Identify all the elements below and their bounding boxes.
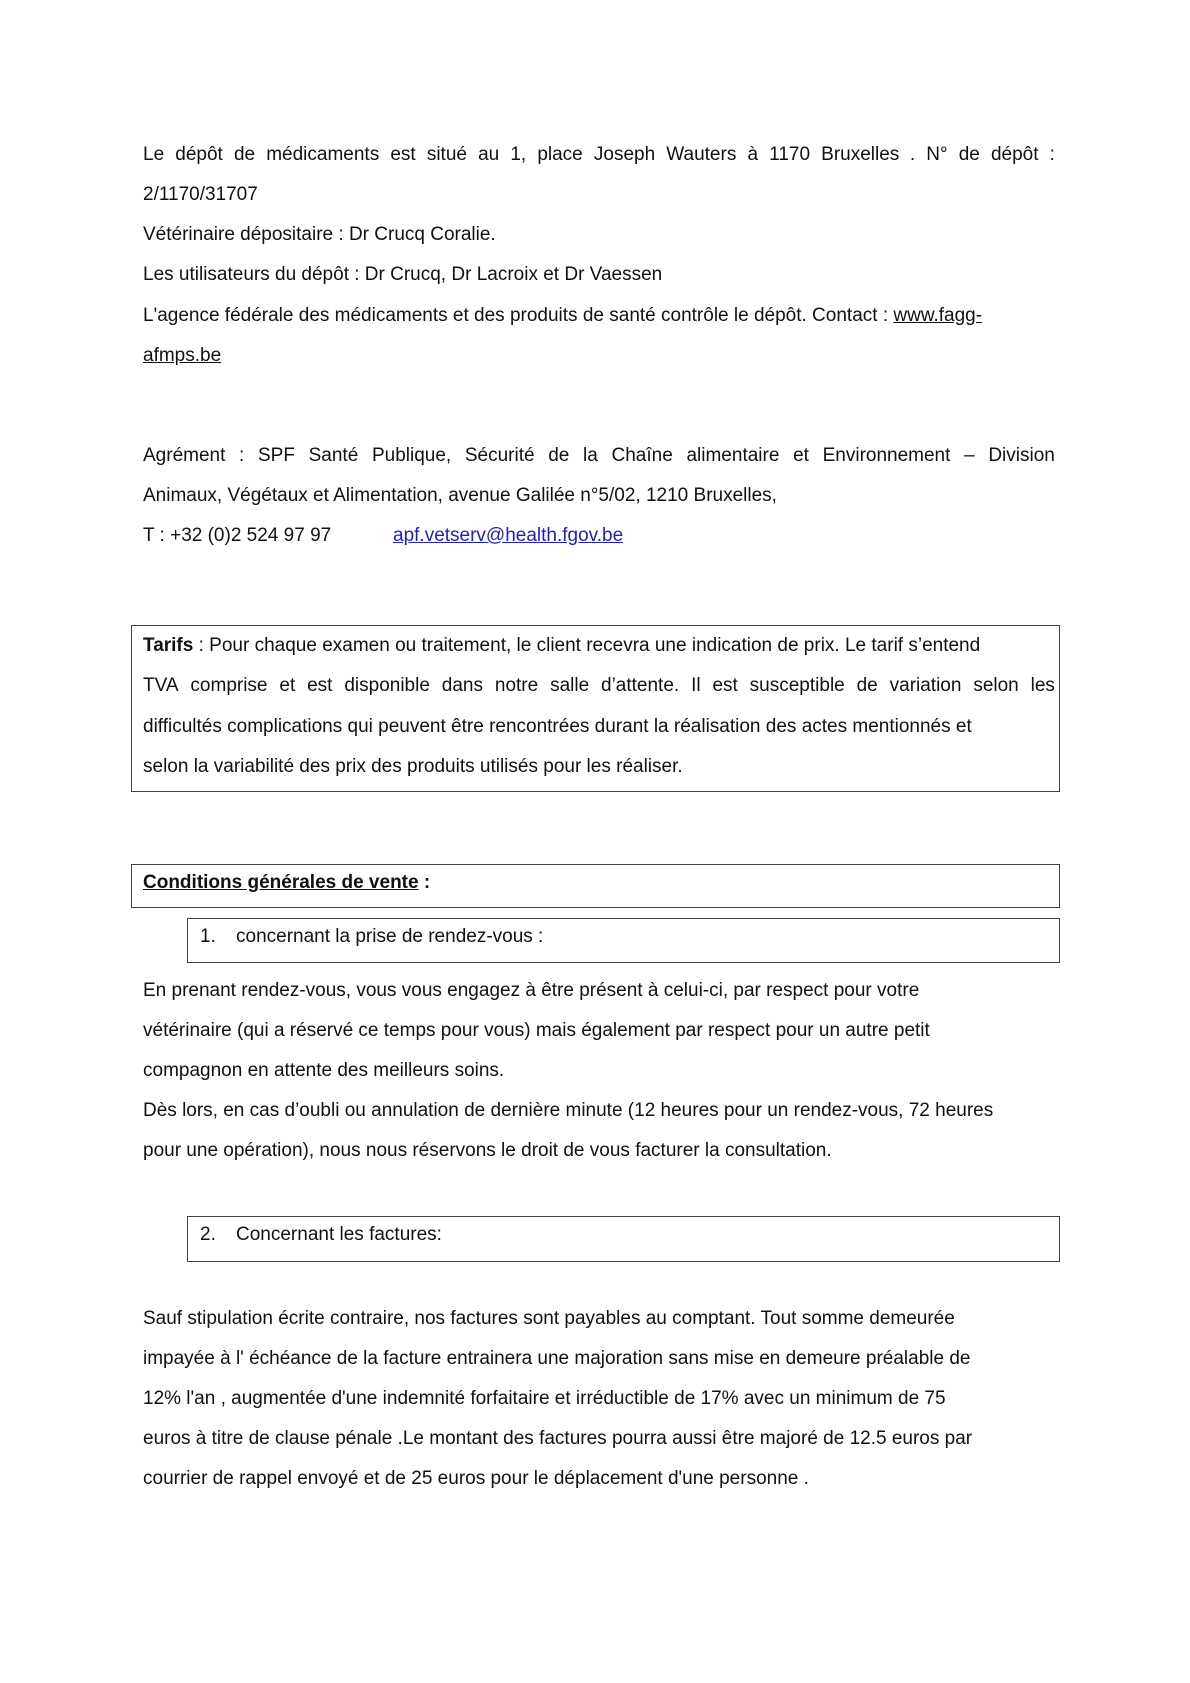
section-1-title: concernant la prise de rendez-vous : <box>236 926 544 947</box>
conditions-title: Conditions générales de vente <box>143 872 419 893</box>
depot-address-word: 1, <box>510 144 527 165</box>
depot-address-word: 1170 <box>769 144 811 165</box>
depot-address-word: à <box>747 144 759 165</box>
depot-address-word: au <box>478 144 500 165</box>
depot-address-word: dépôt <box>990 144 1039 165</box>
section-2-heading-box <box>187 1216 1060 1262</box>
tarifs-word: variation <box>889 675 962 696</box>
tarifs-word: disponible <box>344 675 430 696</box>
depot-address-word: situé <box>426 144 467 165</box>
section-2-text-line: impayée à l' échéance de la facture entrainera une majoration sans mise en demeure préalable de <box>143 1348 971 1369</box>
tarifs-word: Il <box>691 675 701 696</box>
section-2-number: 2. <box>200 1224 216 1245</box>
agency-line <box>143 304 982 328</box>
agrement-contact-line <box>143 524 624 548</box>
tarifs-line-3: difficultés complications qui peuvent être rencontrées durant la réalisation des actes mentionnés et <box>143 716 972 737</box>
depot-address-word: : <box>1049 144 1055 165</box>
agrement-word: alimentaire <box>686 445 780 466</box>
section-2-heading <box>200 1223 442 1247</box>
tarifs-word: susceptible <box>749 675 845 696</box>
agrement-phone: T : +32 (0)2 524 97 97 <box>143 525 332 546</box>
section-1-text-line: Dès lors, en cas d’oubli ou annulation de dernière minute (12 heures pour un rendez-vous, 72 heures <box>143 1100 994 1121</box>
tarifs-word: de <box>856 675 878 696</box>
agency-link[interactable]: www.fagg- <box>893 305 983 326</box>
tarifs-word: est <box>712 675 738 696</box>
depot-address-word: place <box>537 144 583 165</box>
depot-address-word: de <box>233 144 256 165</box>
tarifs-box <box>131 625 1060 792</box>
depot-address-word: N° <box>926 144 948 165</box>
agrement-word: Division <box>988 445 1055 466</box>
tarifs-word: dans <box>441 675 483 696</box>
agrement-word: Environnement <box>822 445 951 466</box>
depot-address-word: de <box>958 144 980 165</box>
section-1-text-line: En prenant rendez-vous, vous vous engagez à être présent à celui-ci, par respect pour votre <box>143 980 920 1001</box>
depot-number: 2/1170/31707 <box>143 184 258 205</box>
conditions-title-colon: : <box>418 872 431 893</box>
section-2-text-line: euros à titre de clause pénale .Le montant des factures pourra aussi être majoré de 12.5 euros par <box>143 1428 973 1449</box>
section-1-number: 1. <box>200 926 216 947</box>
depot-address-word: médicaments <box>266 144 380 165</box>
agrement-word: Publique, <box>371 445 452 466</box>
agrement-word: : <box>239 445 245 466</box>
section-2-text-line: Sauf stipulation écrite contraire, nos factures sont payables au comptant. Tout somme demeurée <box>143 1308 955 1329</box>
tarifs-intro: : Pour chaque examen ou traitement, le client recevra une indication de prix. Le tarif s’entend <box>193 635 981 656</box>
tarifs-word: les <box>1030 675 1055 696</box>
tarifs-word: selon <box>973 675 1019 696</box>
depot-veterinarian: Vétérinaire dépositaire : Dr Crucq Coralie. <box>143 224 496 245</box>
agrement-word: Sécurité <box>464 445 535 466</box>
conditions-title-line <box>143 871 430 895</box>
section-1-text-line: vétérinaire (qui a réservé ce temps pour vous) mais également par respect pour un autre petit <box>143 1020 930 1041</box>
tarifs-word: comprise <box>190 675 268 696</box>
agrement-word: et <box>793 445 809 466</box>
tarifs-line-2 <box>143 674 1055 698</box>
tarifs-word: est <box>307 675 333 696</box>
tarifs-line-4: selon la variabilité des prix des produits utilisés pour les réaliser. <box>143 756 683 777</box>
tarifs-word: salle <box>550 675 590 696</box>
section-2-text-line: courrier de rappel envoyé et de 25 euros pour le déplacement d'une personne . <box>143 1468 809 1489</box>
section-1-text-line: compagnon en attente des meilleurs soins. <box>143 1060 505 1081</box>
agrement-word: Agrément <box>143 445 226 466</box>
section-1-text-line: pour une opération), nous nous réservons le droit de vous facturer la consultation. <box>143 1140 832 1161</box>
agrement-word: Santé <box>308 445 359 466</box>
depot-users: Les utilisateurs du dépôt : Dr Crucq, Dr Lacroix et Dr Vaessen <box>143 264 663 285</box>
tarifs-word: d’attente. <box>601 675 680 696</box>
depot-address-word: Bruxelles . <box>821 144 916 165</box>
agrement-word: Chaîne <box>611 445 673 466</box>
agrement-email-link[interactable]: apf.vetserv@health.fgov.be <box>393 525 624 546</box>
depot-address-word: Le <box>143 144 165 165</box>
agrement-word: SPF <box>258 445 295 466</box>
depot-address-word: Wauters <box>666 144 737 165</box>
agrement-word: – <box>964 445 975 466</box>
depot-address-word: est <box>390 144 416 165</box>
tarifs-word: et <box>279 675 296 696</box>
agrement-line <box>143 444 1055 468</box>
agrement-word: la <box>583 445 598 466</box>
section-1-heading-box <box>187 918 1060 963</box>
tarifs-word: TVA <box>143 675 179 696</box>
depot-address-word: Joseph <box>593 144 656 165</box>
tarifs-title: Tarifs <box>143 635 194 656</box>
tarifs-line-1 <box>143 634 980 658</box>
depot-address-line <box>143 143 1055 167</box>
conditions-header-box <box>131 864 1060 908</box>
tarifs-word: notre <box>494 675 539 696</box>
section-2-text-line: 12% l'an , augmentée d'une indemnité forfaitaire et irréductible de 17% avec un minimum de 75 <box>143 1388 946 1409</box>
agency-text: L'agence fédérale des médicaments et des produits de santé contrôle le dépôt. Contact : <box>143 305 894 326</box>
agency-link-continuation[interactable]: afmps.be <box>143 345 222 366</box>
section-2-title: Concernant les factures: <box>236 1224 442 1245</box>
agrement-address: Animaux, Végétaux et Alimentation, avenue Galilée n°5/02, 1210 Bruxelles, <box>143 485 777 506</box>
agrement-word: de <box>548 445 570 466</box>
section-1-heading <box>200 925 543 949</box>
agency-link-continued <box>143 344 221 368</box>
depot-address-word: dépôt <box>175 144 223 165</box>
